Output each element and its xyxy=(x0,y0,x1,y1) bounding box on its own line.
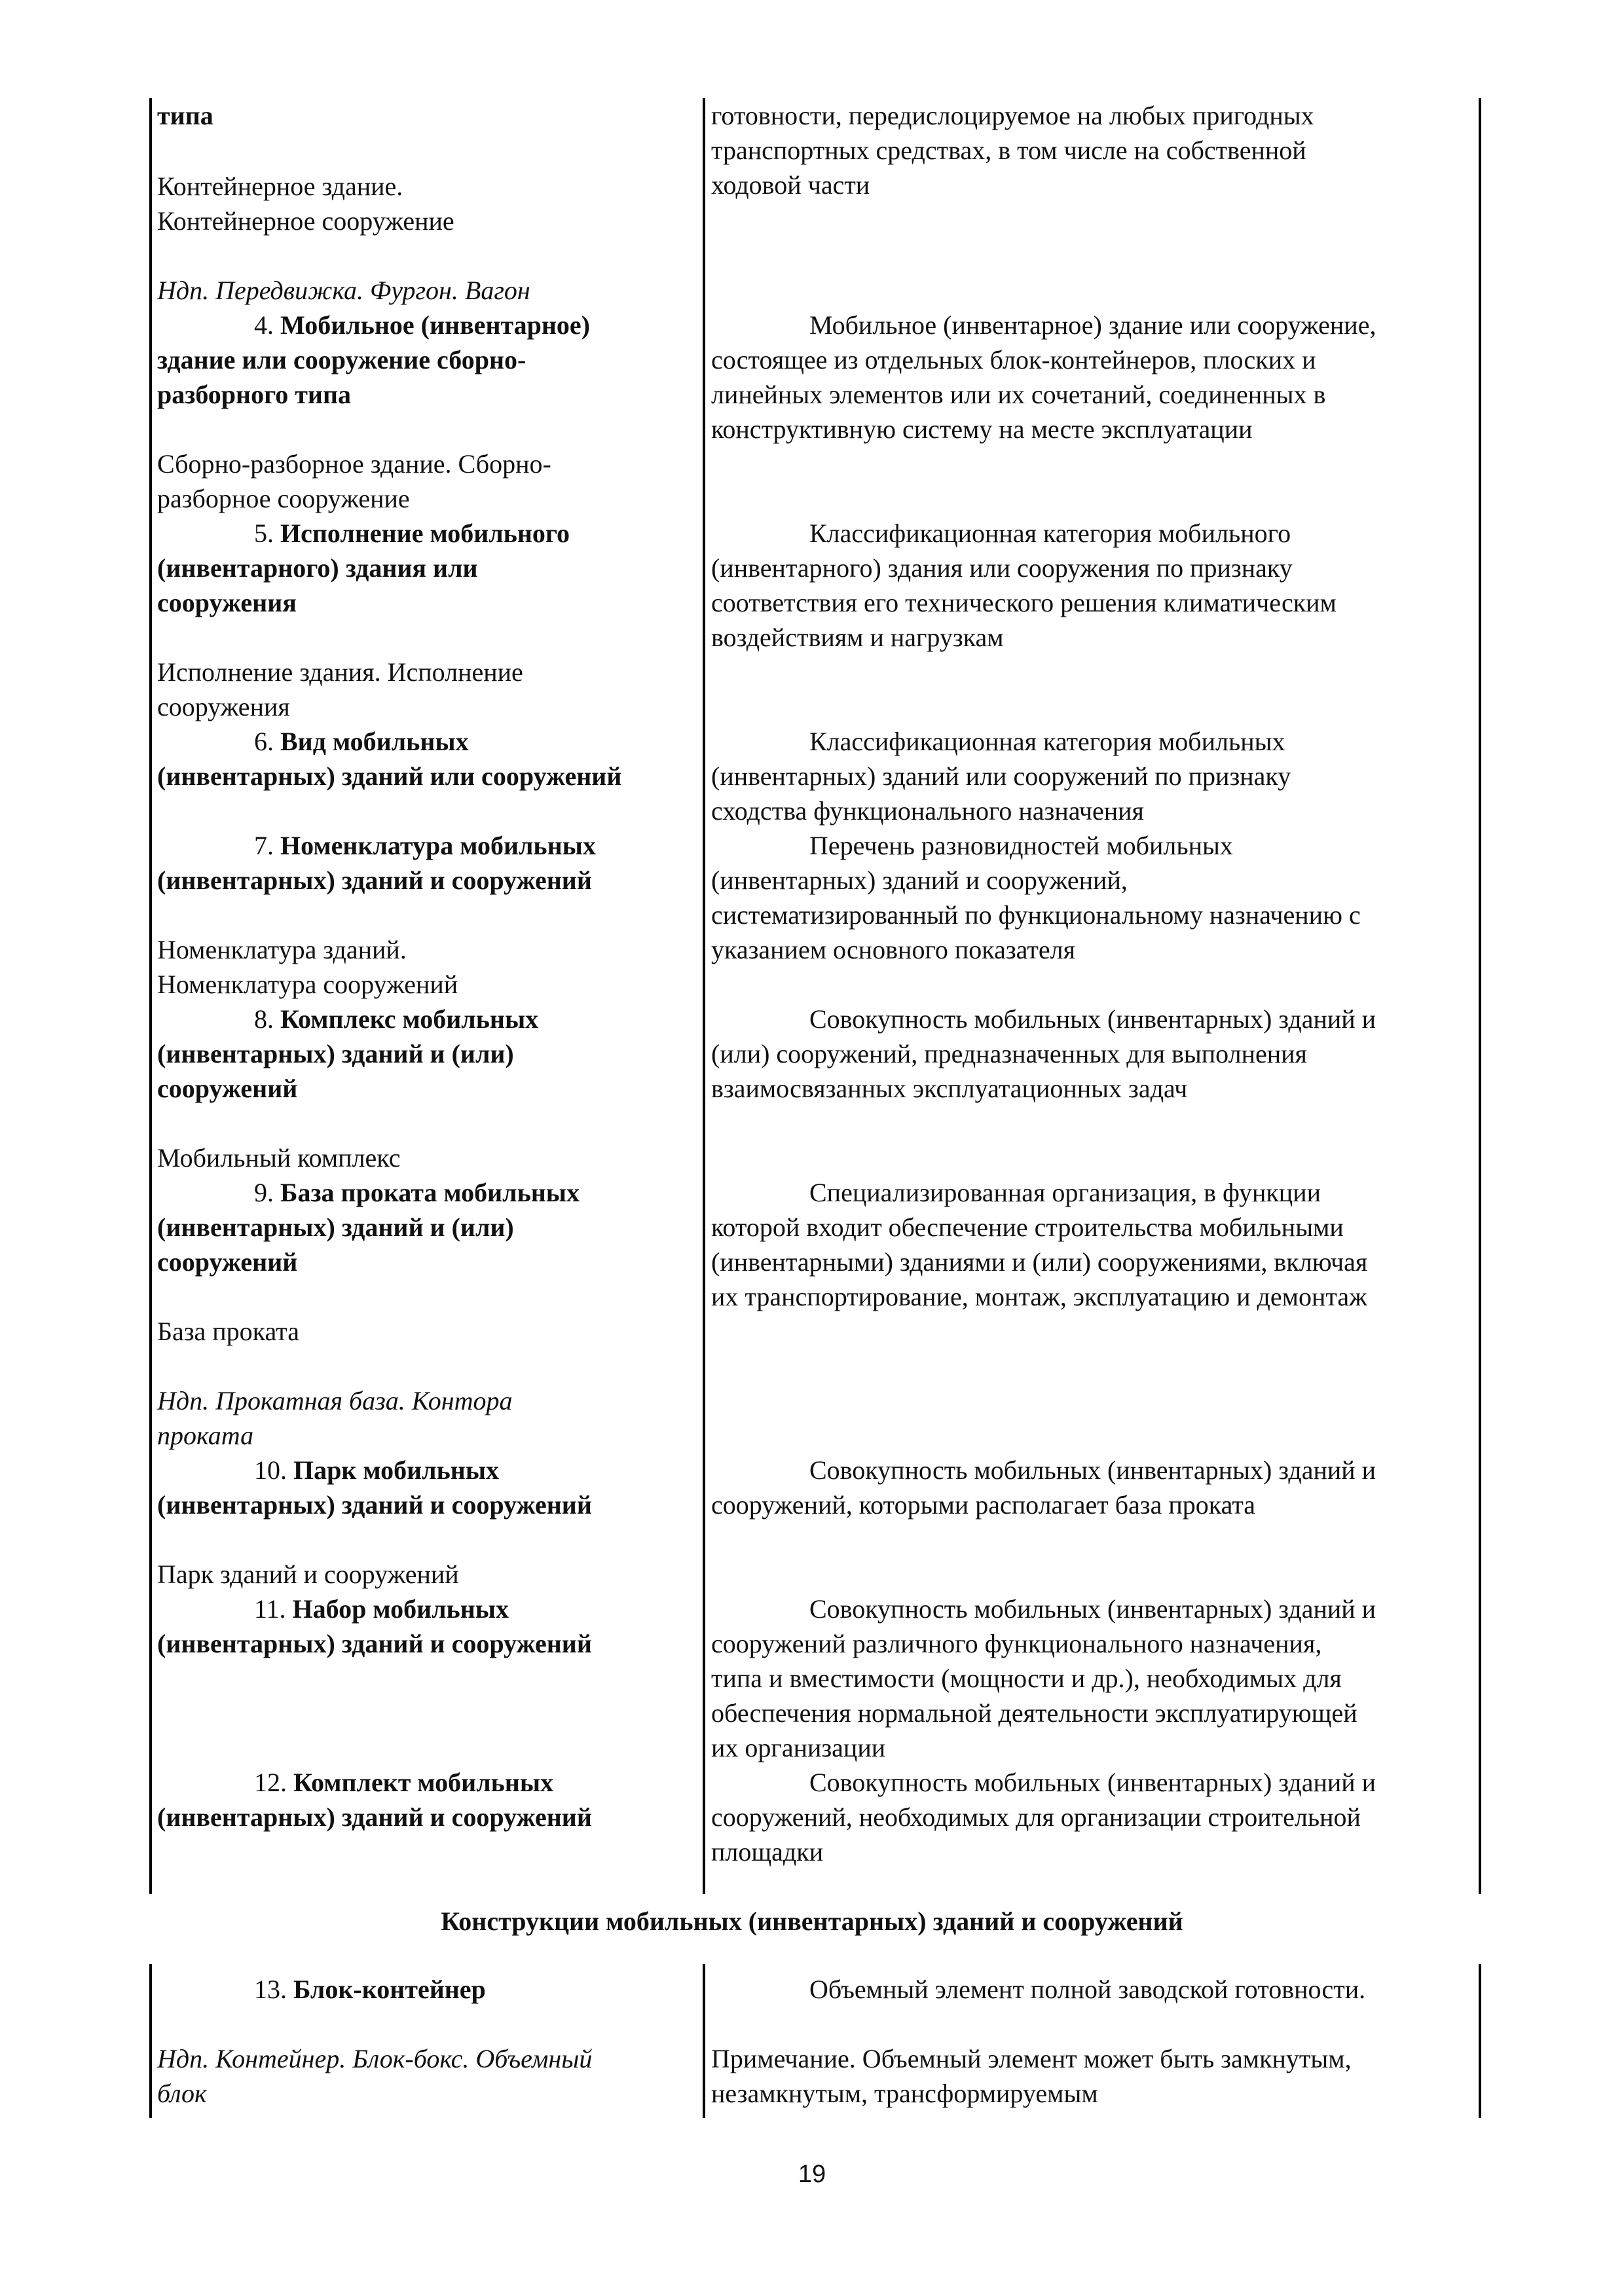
table-left-border xyxy=(149,98,152,1894)
term-title: Блок-контейнер xyxy=(293,1975,486,2004)
term-title: Парк мобильных xyxy=(293,1455,500,1485)
section-heading: Конструкции мобильных (инвентарных) зданий и сооружений xyxy=(441,1906,1183,1936)
alt-term: сооружения xyxy=(157,692,290,721)
definition-line: Совокупность мобильных (инвентарных) зданий и xyxy=(809,1594,1376,1624)
definition-line: Классификационная категория мобильного xyxy=(809,519,1291,548)
term-title-cont: сооружений xyxy=(157,1074,298,1103)
definition-line: Специализированная организация, в функции xyxy=(809,1178,1321,1207)
table-right-border-lower xyxy=(1479,1964,1481,2118)
alt-term: Контейнерное здание. xyxy=(157,172,403,201)
term-title-cont: (инвентарных) зданий и сооружений xyxy=(157,866,592,895)
term-number: 11. xyxy=(254,1594,286,1624)
term-title: Набор мобильных xyxy=(292,1594,509,1624)
definition-line: Совокупность мобильных (инвентарных) зданий и xyxy=(809,1004,1376,1034)
definition-line: Мобильное (инвентарное) здание или сооружение, xyxy=(809,310,1376,340)
definition-line: (инвентарными) зданиями и (или) сооружениями, включая xyxy=(711,1247,1368,1277)
definition-line: (инвентарных) зданий и сооружений, xyxy=(711,866,1128,895)
term-12 xyxy=(254,1765,553,1800)
definition-line: сходства функционального назначения xyxy=(711,796,1144,826)
term-13 xyxy=(254,1972,486,2007)
alt-term: Исполнение здания. Исполнение xyxy=(157,657,523,687)
definition-line: площадки xyxy=(711,1837,824,1867)
term-fragment: типа xyxy=(157,101,213,130)
definition-line: Перечень разновидностей мобильных xyxy=(809,831,1233,860)
alt-term: Номенклатура зданий. xyxy=(157,935,407,964)
definition-line: типа и вместимости (мощности и др.), необходимых для xyxy=(711,1664,1342,1693)
deprecated-term: блок xyxy=(157,2079,207,2108)
definition-line: систематизированный по функциональному назначению с xyxy=(711,900,1361,930)
term-number: 10. xyxy=(254,1455,287,1485)
term-title: Вид мобильных xyxy=(280,727,469,756)
definition-line: сооружений различного функционального назначения, xyxy=(711,1629,1322,1658)
definition-line: (или) сооружений, предназначенных для выполнения xyxy=(711,1039,1307,1068)
term-6 xyxy=(254,724,469,759)
definition-line: Совокупность мобильных (инвентарных) зданий и xyxy=(809,1455,1376,1485)
definition-line: сооружений, которыми располагает база проката xyxy=(711,1490,1256,1520)
definition-line: сооружений, необходимых для организации строительной xyxy=(711,1802,1361,1832)
definition-line: Объемный элемент полной заводской готовности. xyxy=(809,1975,1366,2004)
term-9 xyxy=(254,1175,580,1210)
definition-line: транспортных средствах, в том числе на собственной xyxy=(711,136,1306,165)
alt-term: Сборно-разборное здание. Сборно- xyxy=(157,449,551,479)
term-number: 6. xyxy=(254,727,274,756)
term-title: Исполнение мобильного xyxy=(280,519,570,548)
term-title-cont: сооружения xyxy=(157,588,297,617)
page-number: 19 xyxy=(798,2160,826,2188)
term-number: 9. xyxy=(254,1178,274,1207)
note-line: незамкнутым, трансформируемым xyxy=(711,2079,1098,2108)
definition-line: Классификационная категория мобильных xyxy=(809,727,1285,756)
term-title: База проката мобильных xyxy=(280,1178,580,1207)
table-column-divider-lower xyxy=(703,1964,705,2118)
term-number: 4. xyxy=(254,310,274,340)
alt-term: Мобильный комплекс xyxy=(157,1143,401,1173)
definition-line: их организации xyxy=(711,1733,886,1762)
term-8 xyxy=(254,1002,538,1036)
term-4 xyxy=(254,308,590,342)
term-title: Комплект мобильных xyxy=(293,1768,554,1797)
alt-term: разборное сооружение xyxy=(157,484,410,513)
alt-term: Контейнерное сооружение xyxy=(157,206,454,236)
alt-term: Парк зданий и сооружений xyxy=(157,1559,459,1589)
definition-line: Совокупность мобильных (инвентарных) зданий и xyxy=(809,1768,1376,1797)
deprecated-term: Ндп. Передвижка. Фургон. Вагон xyxy=(157,276,530,305)
term-title-cont: здание или сооружение сборно- xyxy=(157,345,526,374)
definition-line: взаимосвязанных эксплуатационных задач xyxy=(711,1074,1188,1103)
alt-term: База проката xyxy=(157,1317,299,1346)
definition-line: линейных элементов или их сочетаний, соединенных в xyxy=(711,380,1326,409)
definition-line: (инвентарных) зданий или сооружений по признаку xyxy=(711,761,1291,791)
definition-line: ходовой части xyxy=(711,170,870,200)
term-title: Мобильное (инвентарное) xyxy=(280,310,590,340)
term-title-cont: (инвентарных) зданий и сооружений xyxy=(157,1802,592,1832)
alt-term: Номенклатура сооружений xyxy=(157,970,458,999)
definition-line: указанием основного показателя xyxy=(711,935,1075,964)
term-title-cont: (инвентарных) зданий и сооружений xyxy=(157,1629,592,1658)
definition-line: соответствия его технического решения климатическим xyxy=(711,588,1337,617)
deprecated-term: Ндп. Контейнер. Блок-бокс. Объемный xyxy=(157,2044,593,2073)
term-title-cont: (инвентарных) зданий и (или) xyxy=(157,1212,514,1242)
table-right-border xyxy=(1479,98,1481,1894)
note-line: Примечание. Объемный элемент может быть замкнутым, xyxy=(711,2044,1352,2073)
term-number: 8. xyxy=(254,1004,274,1034)
definition-line: состоящее из отдельных блок-контейнеров, плоских и xyxy=(711,345,1316,374)
definition-line: воздействиям и нагрузкам xyxy=(711,623,1004,652)
term-11 xyxy=(254,1592,509,1626)
definition-line: их транспортирование, монтаж, эксплуатацию и демонтаж xyxy=(711,1282,1367,1311)
term-7 xyxy=(254,828,596,863)
term-title-cont: (инвентарных) зданий и сооружений xyxy=(157,1490,592,1520)
term-title-cont: разборного типа xyxy=(157,380,351,409)
term-10 xyxy=(254,1453,499,1487)
table-column-divider xyxy=(703,98,705,1894)
definition-line: готовности, передислоцируемое на любых пригодных xyxy=(711,101,1314,130)
term-title: Номенклатура мобильных xyxy=(280,831,596,860)
term-number: 7. xyxy=(254,831,274,860)
deprecated-term: Ндп. Прокатная база. Контора xyxy=(157,1386,513,1415)
term-title-cont: (инвентарного) здания или xyxy=(157,553,478,583)
term-number: 13. xyxy=(254,1975,287,2004)
definition-line: (инвентарного) здания или сооружения по признаку xyxy=(711,553,1293,583)
table-left-border-lower xyxy=(149,1964,152,2118)
definition-line: которой входит обеспечение строительства мобильными xyxy=(711,1212,1344,1242)
term-title-cont: (инвентарных) зданий или сооружений xyxy=(157,761,622,791)
term-title-cont: сооружений xyxy=(157,1247,298,1277)
term-number: 12. xyxy=(254,1768,287,1797)
definition-line: конструктивную систему на месте эксплуатации xyxy=(711,414,1253,444)
definition-line: обеспечения нормальной деятельности эксплуатирующей xyxy=(711,1698,1357,1728)
term-title: Комплекс мобильных xyxy=(280,1004,539,1034)
deprecated-term: проката xyxy=(157,1421,254,1450)
term-5 xyxy=(254,516,570,551)
term-title-cont: (инвентарных) зданий и (или) xyxy=(157,1039,514,1068)
term-number: 5. xyxy=(254,519,274,548)
